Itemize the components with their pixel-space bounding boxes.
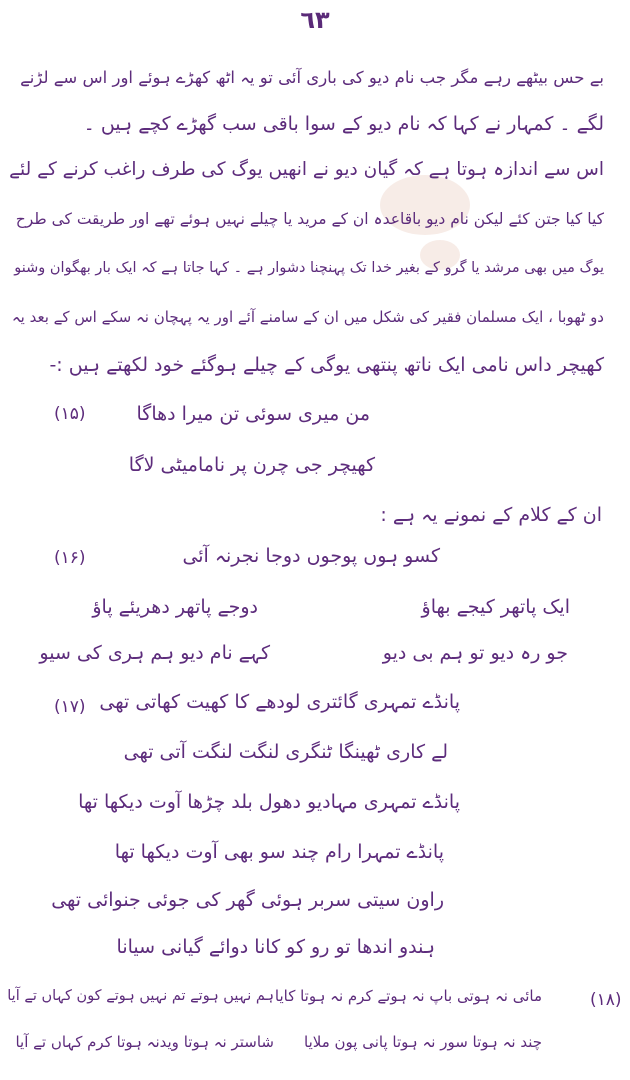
verse-17-line: لے کاری ٹھینگا ٹنگری لنگت لنگت آتی تھی xyxy=(123,741,448,763)
verse-18-couplet-right: مائی نہ ہوتی باپ نہ ہوتے کرم نہ ہوتا کایا xyxy=(274,987,542,1005)
verse-17-line: پانڈے تمہری گائتری لودھے کا کھیت کھاتی تھی xyxy=(99,691,460,713)
verse-18-couplet-left: شاستر نہ ہوتا ویدنہ ہوتا کرم کہاں تے آیا xyxy=(15,1033,274,1051)
paragraph-2-line: دو ٹھوبا ، ایک مسلمان فقیر کی شکل میں ان کے سامنے آئے اور یہ پہچان نہ سکے اس کے بعد یہ xyxy=(11,308,604,326)
paragraph-2-line: یوگ میں بھی مرشد یا گرو کے بغیر خدا تک پہنچنا دشوار ہے ۔ کہا جاتا ہے کہ ایک بار بھگوان وشنو xyxy=(14,260,604,276)
verse-18-couplet-right: چند نہ ہوتا سور نہ ہوتا پانی پون ملایا xyxy=(304,1033,542,1051)
kalam-intro: ان کے کلام کے نمونے یہ ہے : xyxy=(380,504,602,526)
verse-15-line: من میری سوئی تن میرا دھاگا xyxy=(136,403,370,425)
verse-number: (۱۷) xyxy=(54,697,86,717)
verse-17-line: ہندو اندھا تو رو کو کانا دوائے گیانی سیانا xyxy=(116,936,435,958)
verse-18-couplet-left: ہم نہیں ہوتے تم نہیں ہوتے کون کہاں تے آیا xyxy=(7,988,274,1004)
verse-17-line: پانڈے تمہرا رام چند سو بھی آوت دیکھا تھا xyxy=(114,841,444,863)
verse-number: (۱۸) xyxy=(590,990,622,1010)
paragraph-1-line: لگے ۔ کمہار نے کہا کہ نام دیو کے سوا باقی سب گھڑے کچے ہیں ۔ xyxy=(83,113,604,135)
verse-16-couplet-right: جو رہ دیو تو ہم بی دیو xyxy=(382,642,568,664)
page-number: ٦٣ xyxy=(300,6,330,34)
paragraph-1-line: بے حس بیٹھے رہے مگر جب نام دیو کی باری آئی تو یہ اٹھ کھڑے ہوئے اور اس سے لڑنے xyxy=(20,68,604,87)
paragraph-2-line: کیا کیا جتن کئے لیکن نام دیو باقاعدہ ان کے مرید یا چیلے نہیں ہوئے تھے اور طریقت کی طرح xyxy=(15,210,604,228)
verse-number: (۱۵) xyxy=(54,404,86,424)
verse-16-couplet-left: دوجے پاتھر دھریئے پاؤ xyxy=(92,596,258,618)
verse-15-line: کھیچر جی چرن پر نامامیٹی لاگا xyxy=(128,454,375,476)
verse-17-line: راون سیتی سربر ہوئی گھر کی جوئی جنوائی تھی xyxy=(51,889,444,911)
verse-17-line: پانڈے تمہری مہادیو دھول بلد چڑھا آوت دیکھا تھا xyxy=(78,791,460,813)
paragraph-2-line: کھیچر داس نامی ایک ناتھ پنتھی یوگی کے چیلے ہوگئے خود لکھتے ہیں :- xyxy=(49,354,604,376)
verse-number: (۱۶) xyxy=(54,548,86,568)
verse-16-line: کسو ہوں پوجوں دوجا نجرنہ آئی xyxy=(182,545,440,567)
paragraph-2-line: اس سے اندازہ ہوتا ہے کہ گیان دیو نے انھیں یوگ کی طرف راغب کرنے کے لئے xyxy=(9,159,604,180)
verse-16-couplet-left: کہے نام دیو ہم ہری کی سیو xyxy=(39,642,270,664)
verse-16-couplet-right: ایک پاتھر کیجے بھاؤ xyxy=(421,596,570,618)
